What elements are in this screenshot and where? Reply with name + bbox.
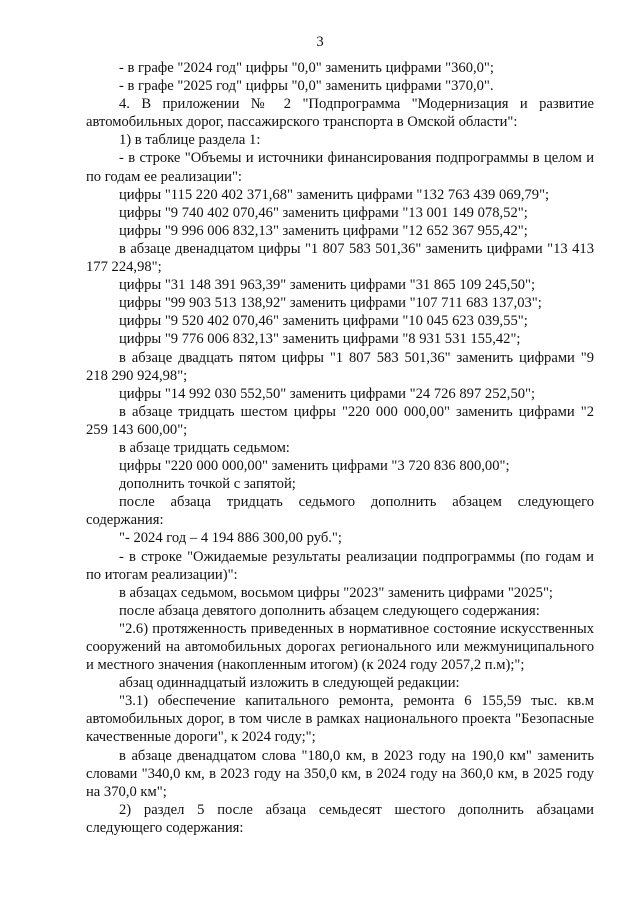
paragraph: в абзаце двадцать пятом цифры "1 807 583 501,36" заменить цифрами "9 218 290 924,98";	[86, 349, 594, 384]
paragraph: дополнить точкой с запятой;	[119, 476, 296, 493]
document-body	[86, 59, 594, 837]
paragraph: цифры "31 148 391 963,39" заменить цифрами "31 865 109 245,50";	[119, 277, 536, 294]
paragraph: в абзаце двенадцатом цифры "1 807 583 501,36" заменить цифрами "13 413 177 224,98";	[86, 240, 594, 276]
paragraph: - в строке "Объемы и источники финансирования подпрограммы в целом и по годам ее реализации":	[86, 150, 594, 185]
paragraph: в абзацах седьмом, восьмом цифры "2023" заменить цифрами "2025";	[119, 584, 553, 601]
paragraph: в абзаце тридцать шестом цифры "220 000 000,00" заменить цифрами "2 259 143 600,00";	[86, 403, 594, 438]
paragraph: цифры "115 220 402 371,68" заменить цифрами "132 763 439 069,79";	[119, 186, 550, 203]
paragraph: после абзаца тридцать седьмого дополнить абзацем следующего содержания:	[86, 494, 594, 529]
paragraph: абзац одиннадцатый изложить в следующей редакции:	[119, 675, 460, 692]
paragraph: в абзаце тридцать седьмом:	[119, 439, 290, 456]
paragraph: "2.6) протяженность приведенных в нормативное состояние искусственных сооружений на автомобильных дорогах регионального или межмуниципального и местного значения (накопленным итогом) (к 2024 году 2057,2 п.м);";	[86, 620, 594, 674]
paragraph: цифры "9 740 402 070,46" заменить цифрами "13 001 149 078,52";	[119, 204, 528, 221]
paragraph: "3.1) обеспечение капитального ремонта, ремонта 6 155,59 тыс. кв.м автомобильных дорог, в том числе в рамках национального проекта "Безопасные качественные дороги", к 2024 году;";	[86, 693, 594, 746]
paragraph: цифры "9 776 006 832,13" заменить цифрами "8 931 531 155,42";	[119, 331, 521, 348]
paragraph: цифры "220 000 000,00" заменить цифрами "3 720 836 800,00";	[119, 458, 510, 475]
paragraph: цифры "14 992 030 552,50" заменить цифрами "24 726 897 252,50";	[119, 385, 536, 402]
paragraph: в абзаце двенадцатом слова "180,0 км, в 2023 году на 190,0 км" заменить словами "340,0 км, в 2023 году на 350,0 км, в 2024 году на 360,0 км, в 2025 году на 370,0 км";	[86, 747, 594, 800]
page-number: 3	[316, 34, 324, 50]
paragraph: цифры "9 520 402 070,46" заменить цифрами "10 045 623 039,55";	[119, 313, 528, 330]
paragraph: 1) в таблице раздела 1:	[119, 132, 261, 149]
paragraph: - в строке "Ожидаемые результаты реализации подпрограммы (по годам и по итогам реализации)":	[86, 548, 594, 583]
paragraph: цифры "9 996 006 832,13" заменить цифрами "12 652 367 955,42";	[119, 222, 528, 239]
paragraph: после абзаца девятого дополнить абзацем следующего содержания:	[119, 602, 540, 619]
paragraph: - в графе "2025 год" цифры "0,0" заменить цифрами "370,0".	[119, 78, 494, 95]
paragraph: 2) раздел 5 после абзаца семьдесят шестого дополнить абзацами следующего содержания:	[86, 801, 594, 836]
paragraph: - в графе "2024 год" цифры "0,0" заменить цифрами "360,0";	[119, 60, 494, 76]
paragraph: "- 2024 год – 4 194 886 300,00 руб.";	[119, 530, 342, 547]
paragraph: 4. В приложении № 2 "Подпрограмма "Модернизация и развитие автомобильных дорог, пассажирского транспорта в Омской области":	[86, 96, 594, 131]
paragraph: цифры "99 903 513 138,92" заменить цифрами "107 711 683 137,03";	[119, 295, 542, 312]
